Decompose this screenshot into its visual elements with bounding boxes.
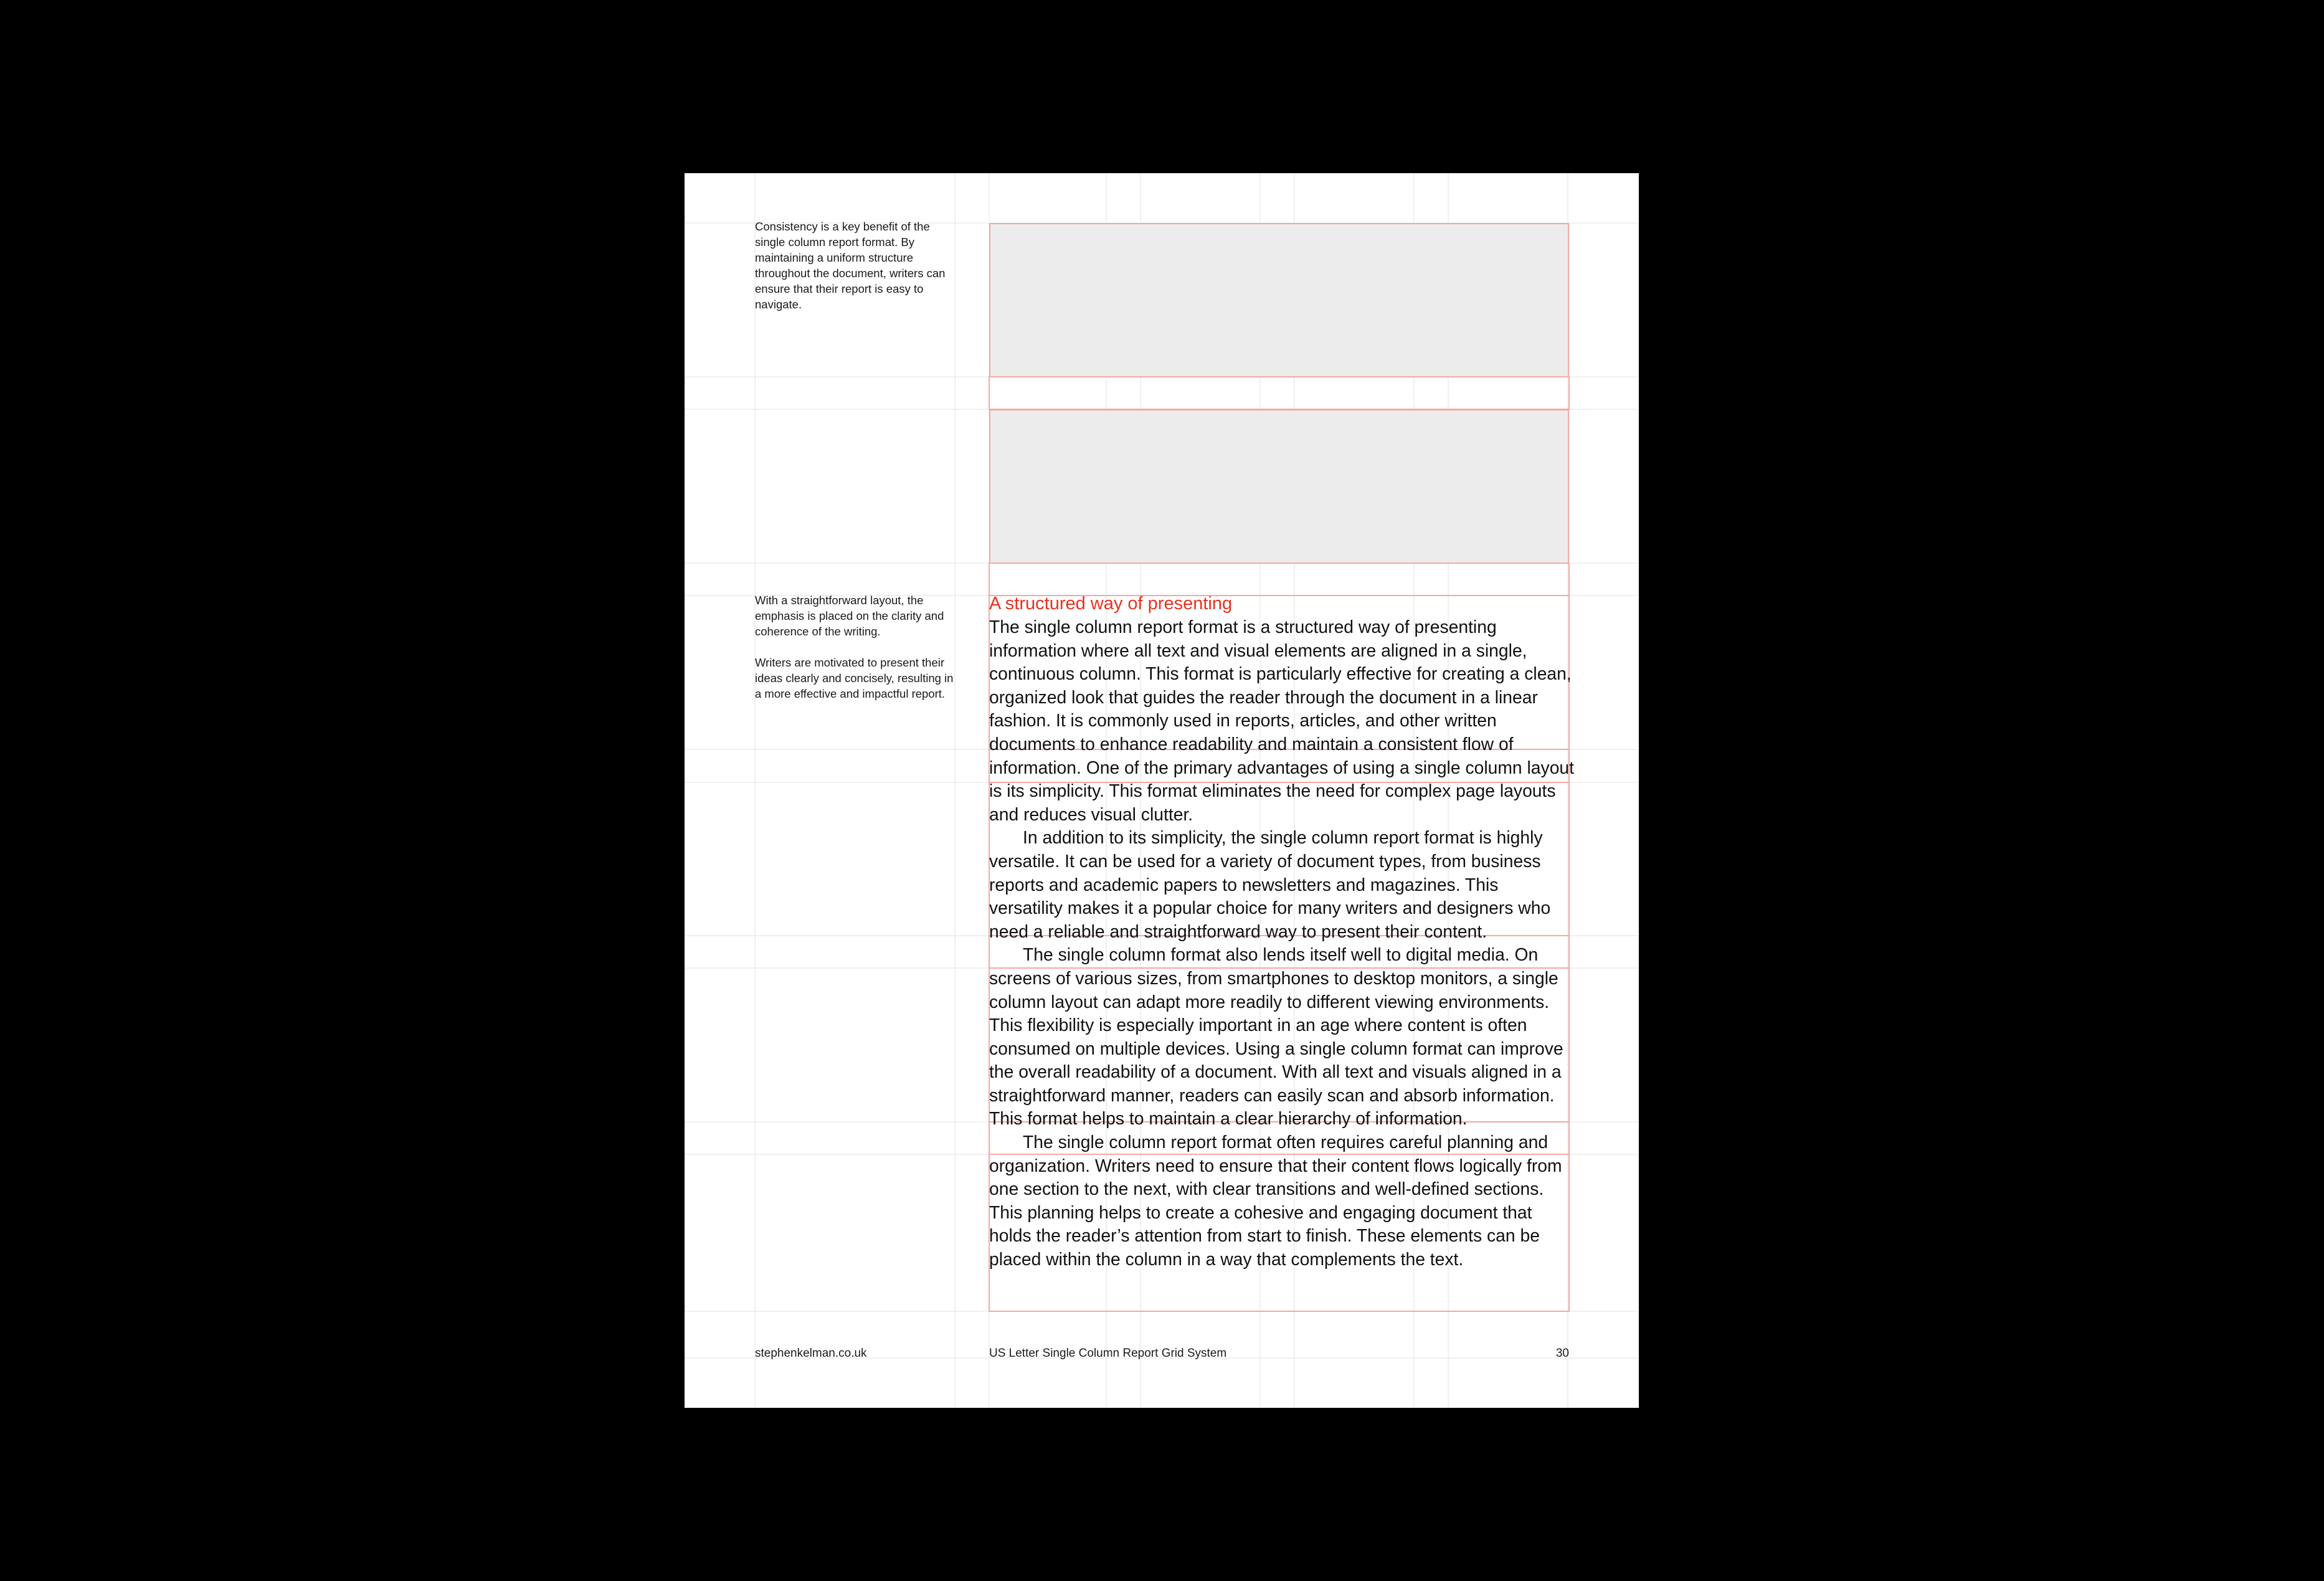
footer-website: stephenkelman.co.uk bbox=[755, 1347, 867, 1360]
sidenote-paragraph: Writers are motivated to present their ideas clearly and concisely, resulting in a more effective and impactful report. bbox=[755, 656, 954, 700]
body-paragraph: The single column format also lends itself well to digital media. On screens of various sizes, from smartphones to desktop monitors, a single column layout can adapt more readily to different viewing environments. This flexibility is especially important in an age where content is often consumed on multiple devices. Using a single column format can improve the overall readability of a document. With all text and visuals aligned in a straightforward manner, readers can easily scan and absorb information. This format helps to maintain a clear hierarchy of information. bbox=[989, 944, 1563, 1129]
footer-document-title: US Letter Single Column Report Grid System bbox=[989, 1347, 1227, 1360]
sidenote-paragraph: Consistency is a key benefit of the single column report format. By maintaining a uniform structure throughout the document, writers can ensure that their report is easy to navigate. bbox=[755, 220, 946, 311]
section-heading: A structured way of presenting bbox=[989, 594, 1233, 614]
article-body bbox=[989, 615, 1575, 1271]
page-number: 30 bbox=[1555, 1347, 1569, 1360]
sidenote-clarity bbox=[755, 592, 960, 701]
document-page bbox=[685, 173, 1639, 1408]
body-paragraph: The single column report format often requires careful planning and organization. Writers need to ensure that their content flows logically from one section to the next, with clear transitions and well-defined sections. This planning helps to create a cohesive and engaging document that holds the reader’s attention from start to finish. These elements can be placed within the column in a way that complements the text. bbox=[989, 1132, 1562, 1270]
sidenote-consistency bbox=[755, 219, 960, 312]
sidenote-paragraph: With a straightforward layout, the emphasis is placed on the clarity and coherence of the writing. bbox=[755, 594, 944, 638]
body-paragraph: The single column report format is a structured way of presenting information where all text and visual elements are aligned in a single, continuous column. This format is particularly effective for creating a clean, organized look that guides the reader through the document in a linear fashion. It is commonly used in reports, articles, and other written documents to enhance readability and maintain a consistent flow of information. One of the primary advantages of using a single column layout is its simplicity. This format eliminates the need for complex page layouts and reduces visual clutter. bbox=[989, 617, 1575, 824]
body-paragraph: In addition to its simplicity, the single column report format is highly versatile. It can be used for a variety of document types, from business reports and academic papers to newsletters and magazines. This versatility makes it a popular choice for many writers and designers who need a reliable and straightforward way to present their content. bbox=[989, 827, 1551, 941]
